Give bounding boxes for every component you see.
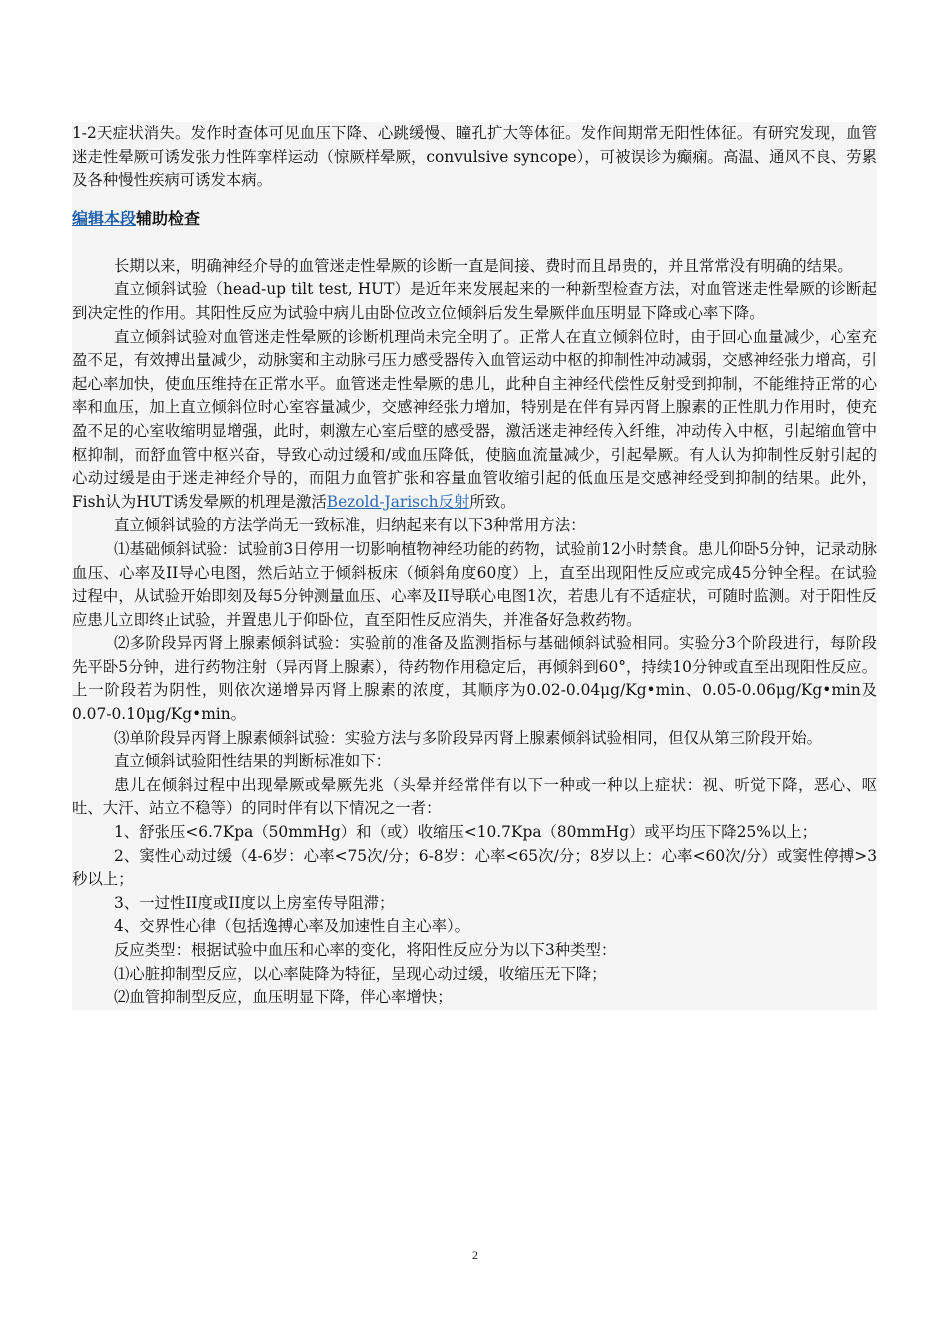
mechanism-text-end: 所致。 [469, 492, 516, 511]
mechanism-text: 直立倾斜试验对血管迷走性晕厥的诊断机理尚未完全明了。正常人在直立倾斜位时，由于回心血量减少，心室充盈不足，有效搏出量减少，动脉窦和主动脉弓压力感受器传入血管运动中枢的抑制性冲动减弱，交感神经张力增高，引起心率加快，使血压维持在正常水平。血管迷走性晕厥的患儿，此种自主神经代偿性反射受到抑制，不能维持正常的心率和血压，加上直立倾斜位时心室容量减少，交感神经张力增加，特别是在伴有异丙肾上腺素的正性肌力作用时，使充盈不足的心室收缩明显增强，此时，刺激左心室后壁的感受器，激活迷走神经传入纤维，冲动传入中枢，引起缩血管中枢抑制，而舒血管中枢兴奋，导致心动过缓和/或血压降低，使脑血流量减少，引起晕厥。有人认为抑制性反射引起的心动过缓是由于迷走神经介导的，而阻力血管扩张和容量血管收缩引起的低血压是交感神经受到抑制的结果。此外，Fish认为HUT诱发晕厥的机理是激活 [72, 327, 877, 511]
bezold-jarisch-link[interactable]: Bezold-Jarisch反射 [326, 492, 470, 511]
methods-intro: 直立倾斜试验的方法学尚无一致标准，归纳起来有以下3种常用方法： [114, 516, 586, 535]
method-item: ⑴基础倾斜试验：试验前3日停用一切影响植物神经功能的药物，试验前12小时禁食。患儿仰卧5分钟，记录动脉血压、心率及II导心电图，然后站立于倾斜板床（倾斜角度60度）上，直至出现阳性反应或完成45分钟全程。在试验过程中，从试验开始即刻及每5分钟测量血压、心率及II导联心电图1次，若患儿有不适症状，可随时监测。对于阳性反应患儿立即终止试验，并置患儿于仰卧位，直至阳性反应消失，并准备好急救药物。 [72, 539, 877, 629]
criteria-item: 4、交界性心律（包括逸搏心率及加速性自主心率）。 [114, 917, 471, 936]
section-title: 辅助检查 [136, 208, 201, 228]
criteria-item: 1、舒张压<6.7Kpa（50mmHg）和（或）收缩压<10.7Kpa（80mmHg）或平均压下降25%以上； [114, 823, 818, 842]
method-item: ⑵多阶段异丙肾上腺素倾斜试验：实验前的准备及监测指标与基础倾斜试验相同。实验分3个阶段进行，每阶段先平卧5分钟，进行药物注射（异丙肾上腺素），待药物作用稳定后，再倾斜到60°，持续10分钟或直至出现阳性反应。上一阶段若为阴性，则依次递增异丙肾上腺素的浓度，其顺序为0.02-0.04μg/Kg•min、0.05-0.06μg/Kg•min及0.07-0.10μg/Kg•min。 [72, 634, 877, 724]
criteria-item: 2、窦性心动过缓（4-6岁：心率<75次/分；6-8岁：心率<65次/分；8岁以上：心率<60次/分）或窦性停搏>3秒以上； [72, 846, 877, 889]
top-paragraph: 1-2天症状消失。发作时查体可见血压下降、心跳缓慢、瞳孔扩大等体征。发作间期常无阳性体征。有研究发现，血管迷走性晕厥可诱发张力性阵挛样运动（惊厥样晕厥，convulsive syncope），可被误诊为癫痫。高温、通风不良、劳累及各种慢性疾病可诱发本病。 [72, 124, 877, 190]
section-heading [72, 205, 877, 233]
paragraph: 直立倾斜试验（head-up tilt test, HUT）是近年来发展起来的一种新型检查方法，对血管迷走性晕厥的诊断起到决定性的作用。其阳性反应为试验中病儿由卧位改立位倾斜后发生晕厥伴血压明显下降或心率下降。 [72, 280, 877, 322]
edit-section-link[interactable]: 编辑本段 [72, 208, 137, 228]
reaction-item: ⑴心脏抑制型反应，以心率陡降为特征，呈现心动过缓，收缩压无下降； [114, 964, 607, 983]
method-item: ⑶单阶段异丙肾上腺素倾斜试验：实验方法与多阶段异丙肾上腺素倾斜试验相同，但仅从第三阶段开始。 [114, 728, 822, 747]
paragraph: 长期以来，明确神经介导的血管迷走性晕厥的诊断一直是间接、费时而且昂贵的，并且常常没有明确的结果。 [114, 256, 853, 275]
page-number: 2 [472, 1248, 478, 1262]
criteria-item: 3、一过性II度或II度以上房室传导阻滞； [114, 893, 395, 912]
reaction-item: ⑵血管抑制型反应，血压明显下降，伴心率增快； [114, 988, 453, 1007]
reaction-intro: 反应类型：根据试验中血压和心率的变化，将阳性反应分为以下3种类型： [114, 941, 617, 959]
document-body [72, 122, 877, 1010]
criteria-text: 患儿在倾斜过程中出现晕厥或晕厥先兆（头晕并经常伴有以下一种或一种以上症状：视、听觉下降，恶心、呕吐、大汗、站立不稳等）的同时伴有以下情况之一者： [72, 775, 877, 818]
criteria-intro: 直立倾斜试验阳性结果的判断标准如下： [114, 752, 392, 771]
mechanism-paragraph [72, 326, 877, 515]
